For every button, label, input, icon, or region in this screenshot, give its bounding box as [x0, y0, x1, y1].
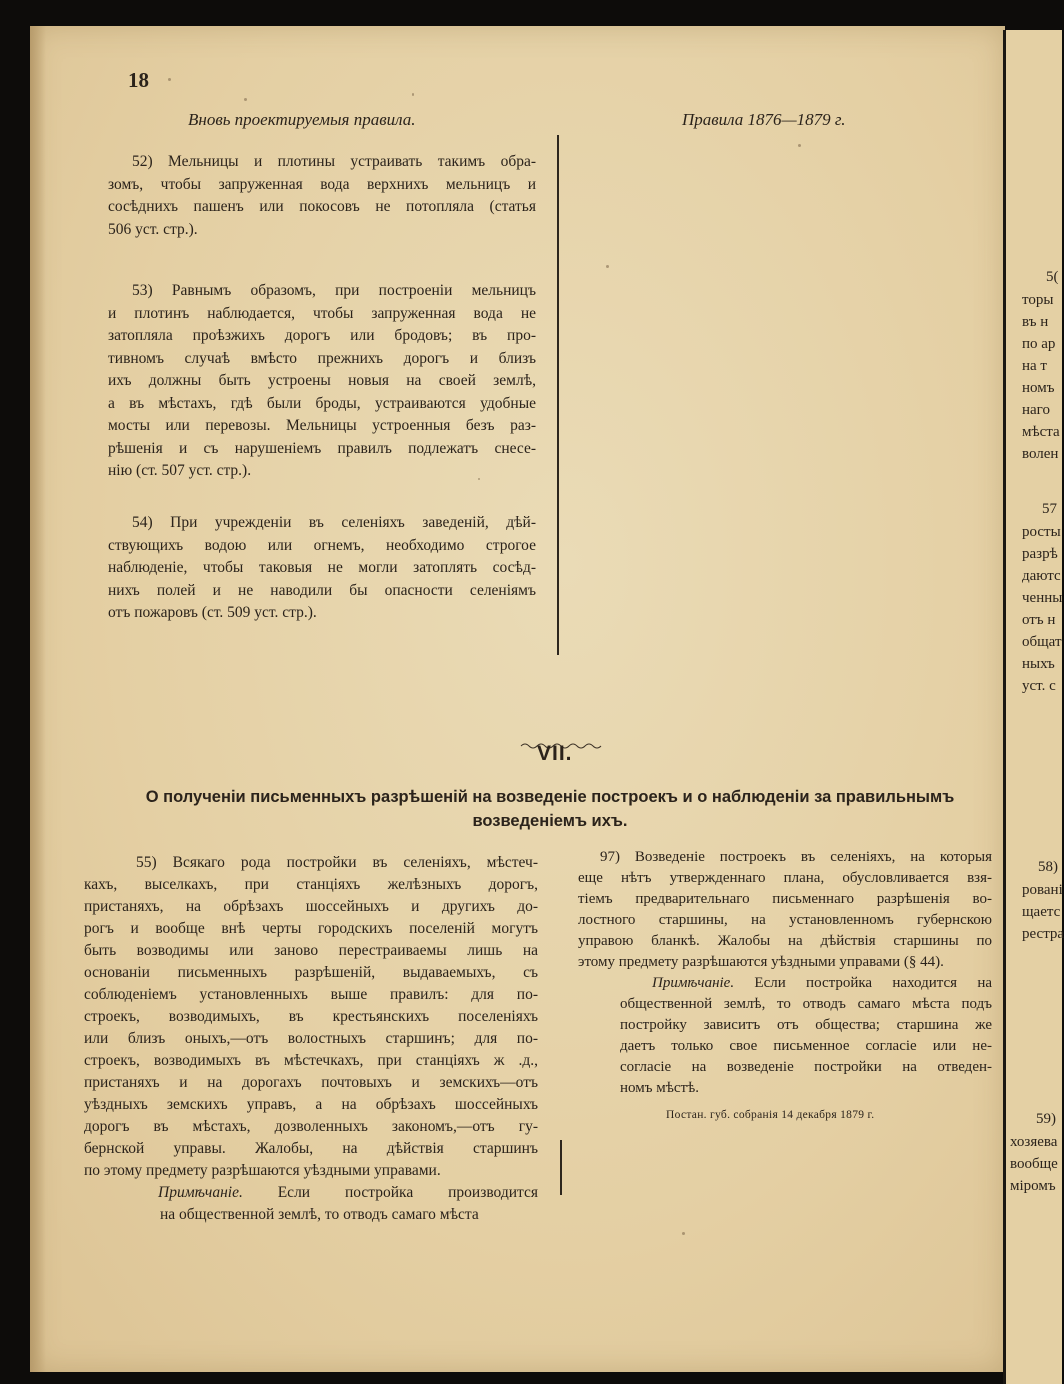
text-line: даетъ только свое письменное согласіе или не- — [620, 1038, 992, 1054]
citation: Постан. губ. собранія 14 декабря 1879 г. — [666, 1109, 875, 1121]
text-line: рогъ и вообще внѣ черты городскихъ поселеній могутъ — [84, 920, 538, 937]
text-line: зомъ, чтобы запруженная вода верхнихъ мельницъ и — [108, 175, 536, 193]
fragment-text: вообще — [1010, 1156, 1058, 1172]
fragment-text: 57 — [1042, 501, 1057, 517]
column-divider-lower — [560, 1140, 562, 1195]
text-line: и плотинъ наблюдается, чтобы запруженная вода не — [108, 304, 536, 322]
paragraph-52 — [108, 151, 536, 241]
column-divider-upper — [557, 135, 559, 655]
fragment-text: росты — [1022, 524, 1061, 540]
text-line: строекъ, возводимыхъ, въ крестьянскихъ поселеніяхъ — [84, 1008, 538, 1025]
fragment-text: ровані — [1022, 882, 1063, 898]
text-line: основаніи письменныхъ разрѣшеній, выдаваемыхъ, съ — [84, 964, 538, 981]
section-title-line: О полученіи письменныхъ разрѣшеній на возведеніе построекъ и о наблюденіи за правильнымъ — [145, 788, 955, 806]
fragment-text: 5( — [1046, 269, 1059, 285]
paper-spot — [244, 98, 247, 101]
note-line — [84, 1182, 538, 1204]
text-line: пристаняхъ, на обрѣзахъ шоссейныхъ и другихъ до- — [84, 898, 538, 915]
note-text: Если постройка производится — [277, 1184, 538, 1201]
fragment-text: общат — [1022, 634, 1062, 650]
note-text: Если постройка находится на — [754, 975, 993, 991]
fragment-text: ныхъ — [1022, 656, 1055, 672]
right-column — [578, 847, 992, 1126]
text-line: затопляла проѣзжихъ дорогъ или бродовъ; въ про- — [108, 327, 536, 344]
text-line: 55) Всякаго рода постройки въ селеніяхъ, мѣстеч- — [136, 854, 538, 871]
fragment-text: рестра — [1022, 926, 1064, 942]
page-number: 18 — [128, 68, 149, 92]
text-line: дорогъ въ мѣстахъ, дозволенныхъ закономъ,—отъ гу- — [84, 1118, 538, 1135]
section-title — [110, 785, 990, 833]
fragment-text: мѣста — [1022, 424, 1060, 440]
column-header-left: Вновь проектируемыя правила. — [188, 110, 416, 129]
paper-spot — [412, 93, 414, 96]
text-line: рѣшенія и съ нарушеніемъ правилъ подлежатъ снесе- — [108, 439, 536, 457]
text-line: соблюденіемъ установленныхъ выше правилъ: для по- — [84, 986, 538, 1003]
text-line: строекъ, возводимыхъ въ мѣстечкахъ, при станціяхъ ж .д., — [84, 1052, 538, 1069]
text-line: отъ пожаровъ (ст. 509 уст. стр.). — [108, 604, 317, 621]
text-line: 506 уст. стр.). — [108, 220, 198, 238]
text-line: номъ мѣстѣ. — [620, 1080, 699, 1096]
column-header-right: Правила 1876—1879 г. — [682, 110, 846, 129]
text-line: на общественной землѣ, то отводъ самаго мѣста — [160, 1206, 479, 1223]
note-label: Примѣчаніе. — [158, 1184, 243, 1201]
text-line: согласіе на возведеніе постройки на отведен- — [620, 1059, 992, 1075]
fragment-text: міромъ — [1010, 1178, 1056, 1194]
fragment-text: даютс — [1022, 568, 1061, 584]
paper-spot — [798, 144, 801, 147]
fragment-text: хозяева — [1010, 1134, 1058, 1150]
fragment-text: ченны — [1022, 590, 1063, 606]
text-line: ихъ должны быть устроены новыя на своей землѣ, — [108, 372, 536, 389]
fragment-text: отъ н — [1022, 612, 1056, 628]
fragment-text: на т — [1022, 358, 1047, 374]
text-line: управою бланкѣ. Жалобы на дѣйствія старшины по — [578, 933, 992, 949]
text-line: 52) Мельницы и плотины устраивать такимъ обра- — [132, 153, 536, 170]
text-line: этому предмету разрѣшаются уѣздными управами (§ 44). — [578, 954, 944, 970]
note-line — [620, 973, 992, 994]
fragment-text: уст. с — [1022, 678, 1056, 694]
text-line: уѣздныхъ земскихъ управъ, а на обрѣзахъ шоссейныхъ — [84, 1096, 538, 1113]
text-line: а въ мѣстахъ, гдѣ были броды, устраиваются удобные — [108, 394, 536, 412]
fragment-text: 59) — [1036, 1111, 1056, 1127]
text-line: тивномъ случаѣ вмѣсто прежнихъ дорогъ и близъ — [108, 349, 536, 367]
fragment-text: наго — [1022, 402, 1050, 418]
text-line: 54) При учрежденіи въ селеніяхъ заведеній, дѣй- — [132, 514, 536, 531]
text-line: нихъ полей и не наводили бы опасности селеніямъ — [108, 581, 536, 599]
text-line: общественной землѣ, то отводъ самаго мѣста подъ — [620, 996, 992, 1012]
text-line: лостного старшины, на установленномъ губернскою — [578, 912, 992, 928]
adjacent-page — [1003, 30, 1062, 1384]
text-line: 53) Равнымъ образомъ, при построеніи мельницъ — [132, 282, 536, 299]
paragraph-53 — [108, 280, 536, 483]
text-line: быть возводимы или заново перестраиваемы лишь на — [84, 942, 538, 959]
text-line: мосты или перевозы. Мельницы устроенныя безъ раз- — [108, 417, 536, 434]
paragraph-54 — [108, 512, 536, 625]
text-line: пристаняхъ и на дорогахъ почтовыхъ и земскихъ—отъ — [84, 1074, 538, 1091]
left-column — [84, 852, 538, 1226]
fragment-text: разрѣ — [1022, 546, 1058, 562]
fragment-text: по ар — [1022, 336, 1056, 352]
fragment-text: въ н — [1022, 314, 1049, 330]
text-line: 97) Возведеніе построекъ въ селеніяхъ, на которыя — [600, 849, 992, 865]
text-line: сосѣднихъ пашенъ или покосовъ не потопляла (статья — [108, 198, 536, 215]
paper-spot — [606, 265, 609, 268]
fragment-text: торы — [1022, 292, 1054, 308]
text-line: еще нѣтъ утвержденнаго плана, обусловливается взя- — [578, 870, 992, 886]
fragment-text: щаетс — [1022, 904, 1061, 920]
section-title-line: возведеніемъ ихъ. — [472, 812, 628, 830]
text-line: наблюденіе, чтобы таковыя не могли затоплять сосѣд- — [108, 559, 536, 576]
note-block — [578, 973, 992, 1099]
section-number: VII. — [537, 742, 573, 765]
text-line: бернской управы. Жалобы, на дѣйствія старшинъ — [84, 1140, 538, 1157]
text-line: по этому предмету разрѣшаются уѣздными управами. — [84, 1162, 441, 1179]
fragment-text: волен — [1022, 446, 1059, 462]
note-label: Примѣчаніе. — [652, 975, 735, 991]
paper-spot — [168, 78, 171, 81]
text-line: ствующихъ водою или огнемъ, необходимо строгое — [108, 536, 536, 554]
text-line: кахъ, выселкахъ, при станціяхъ желѣзныхъ дорогъ, — [84, 876, 538, 893]
text-line: или близъ оныхъ,—отъ волостныхъ старшинъ; для по- — [84, 1030, 538, 1047]
fragment-text: 58) — [1038, 859, 1058, 875]
paper-spot — [682, 1232, 685, 1235]
fragment-text: номъ — [1022, 380, 1055, 396]
page-edge-shadow — [30, 26, 46, 1372]
text-line: нію (ст. 507 уст. стр.). — [108, 462, 252, 479]
text-line: тіемъ предварительнаго письменнаго разрѣшенія во- — [578, 891, 992, 907]
text-line: постройку зависитъ отъ общества; старшина же — [620, 1017, 992, 1033]
